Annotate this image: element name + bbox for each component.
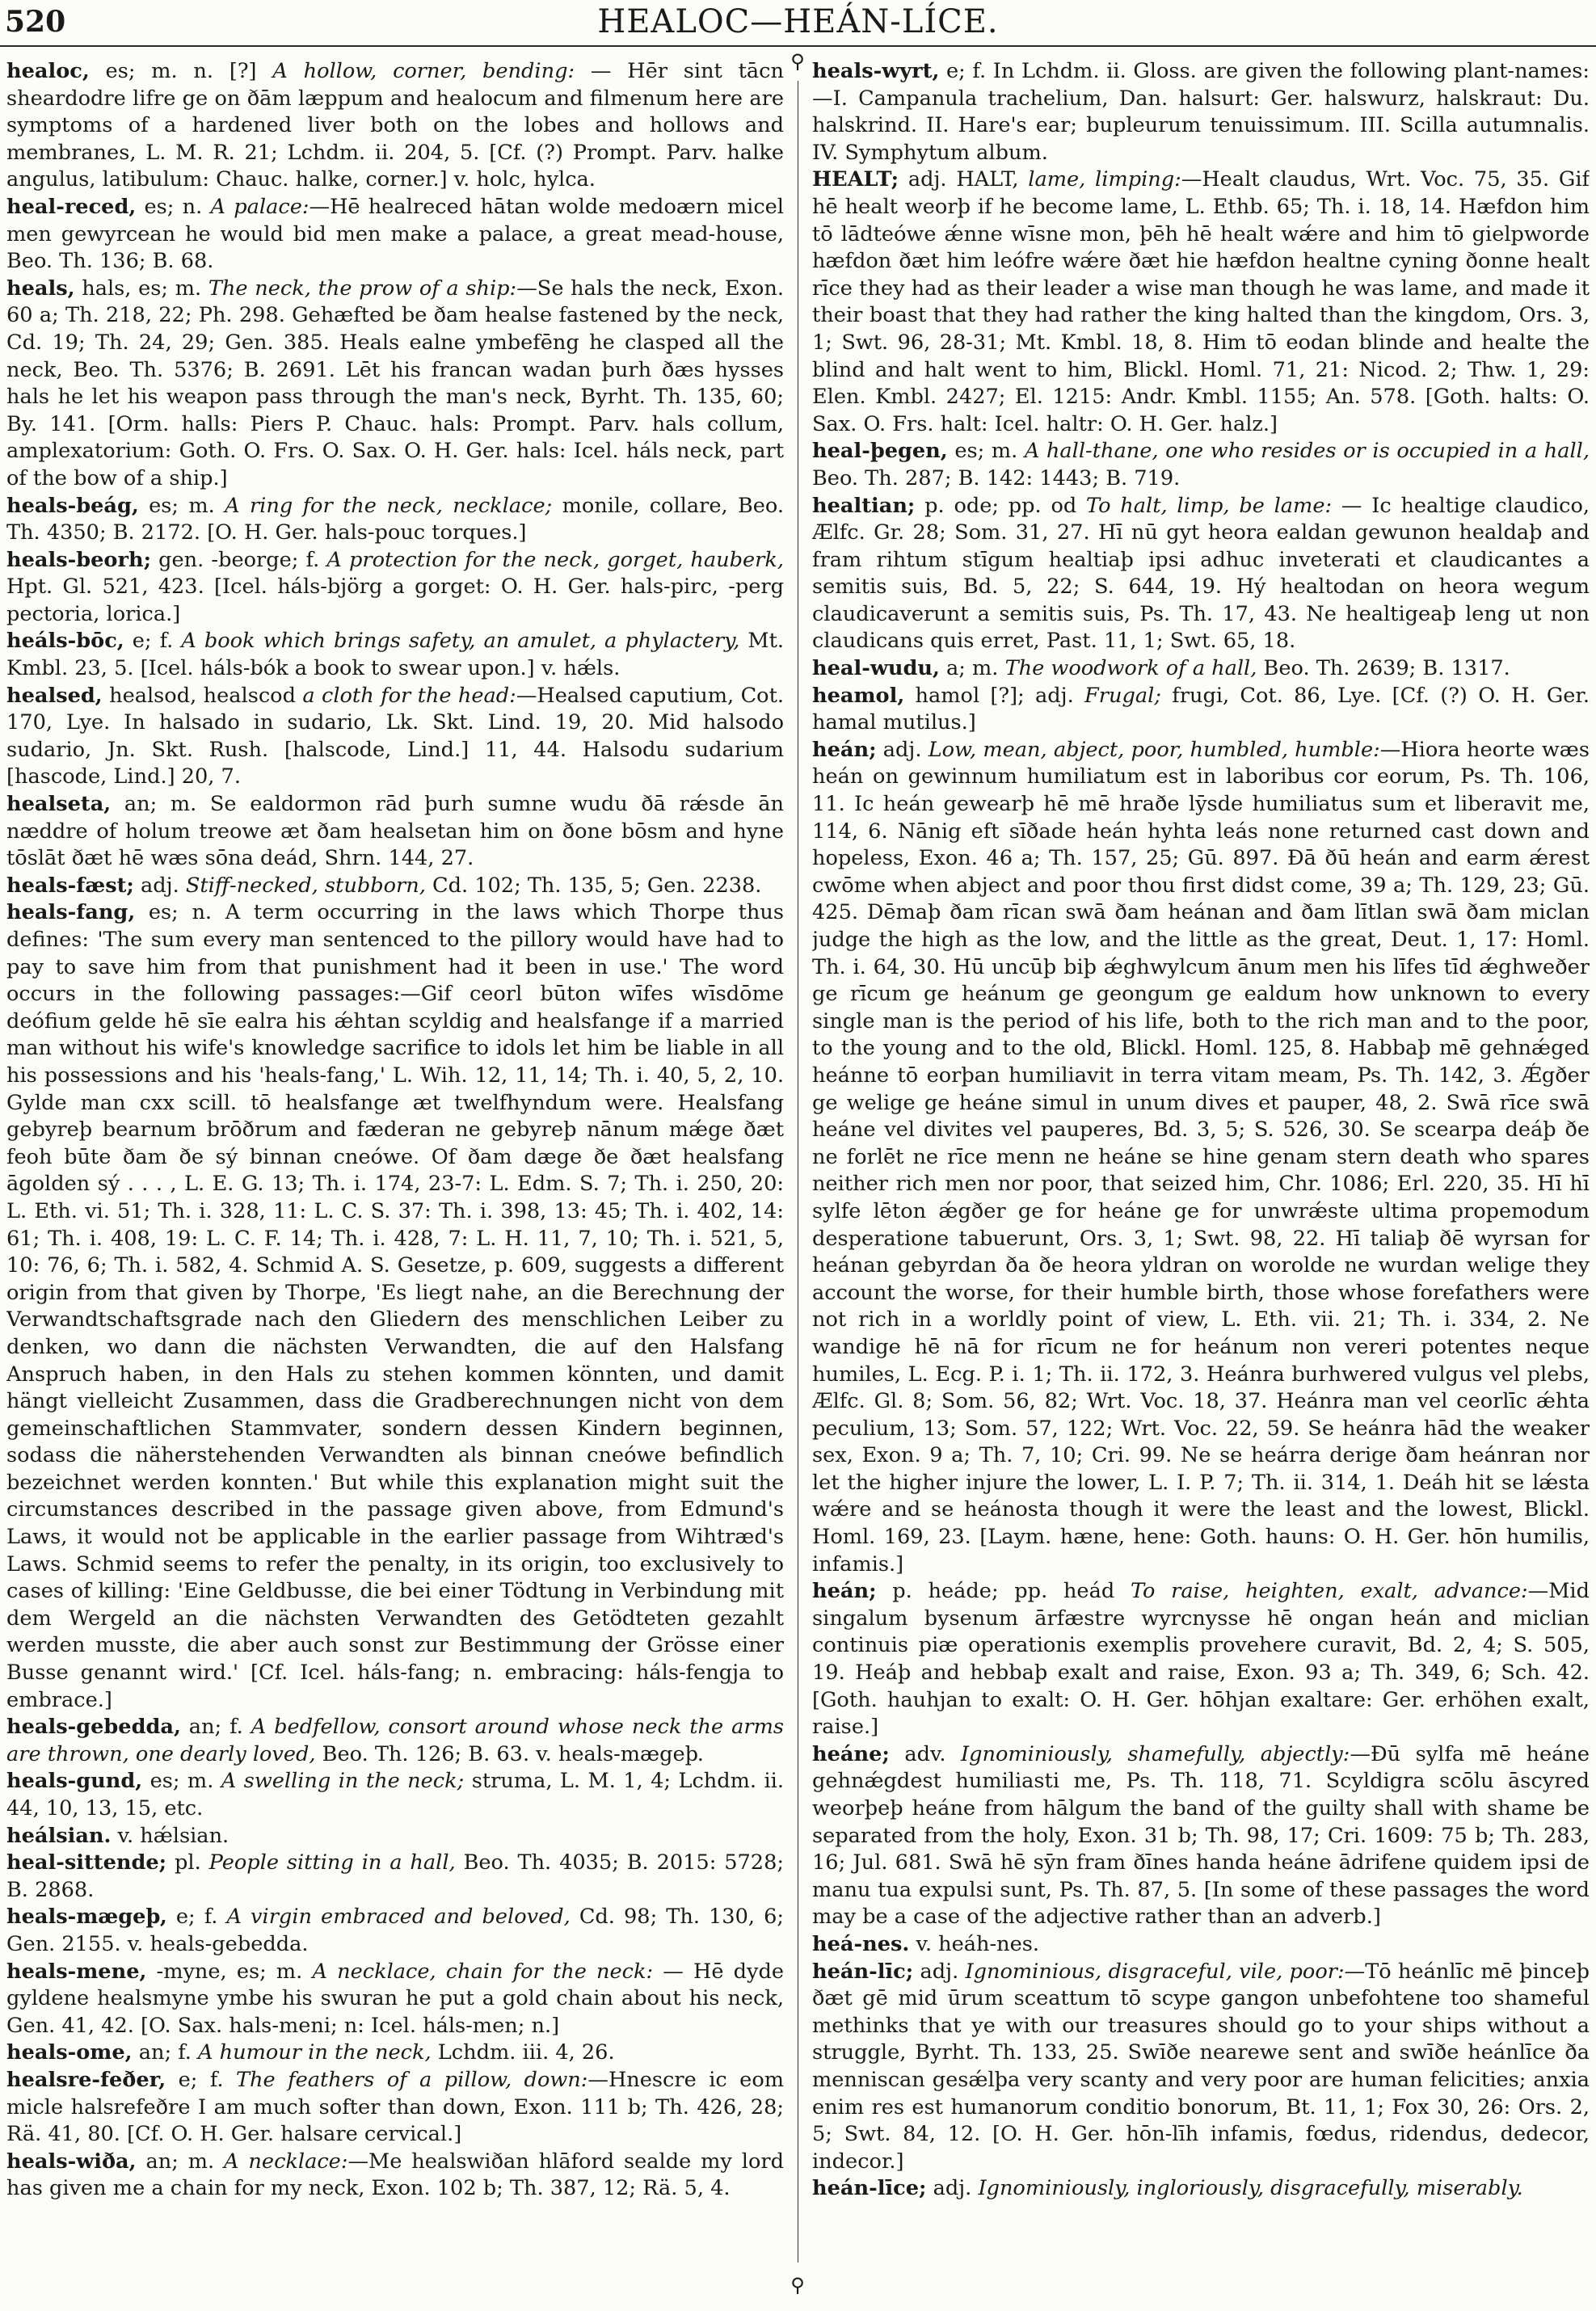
dictionary-entry	[812, 438, 1590, 492]
dictionary-entry	[6, 791, 784, 873]
entry-grammar-note: an; f.	[180, 1715, 251, 1740]
entry-definition: A necklace:	[224, 2149, 348, 2174]
entry-headword: heals-gebedda,	[6, 1715, 181, 1740]
entry-definition: A bedfellow, consort around whose neck the arms are thrown, one dearly loved,	[6, 1715, 784, 1766]
entry-headword: heal-wudu,	[812, 656, 940, 681]
entry-citations: — Hēr sint tācn sheardodre lifre ge on ðām læppum and healocum and filmenum here are symptoms of a hardened liver both on the lobes and hollows and membranes, L. M. R. 21; Lchdm. ii. 204, 5. [Cf. (?) Prompt. Parv. halke angulus, latibulum: Chauc. halke, corner.] v. holc, hylca.	[6, 59, 784, 192]
entry-citations: v. heáh-nes.	[909, 1931, 1040, 1956]
entry-definition: To halt, limp, be lame:	[1086, 493, 1333, 518]
entry-definition: A protection for the neck, gorget, hauberk,	[326, 547, 784, 572]
dictionary-entry	[812, 737, 1590, 1578]
entry-grammar-note: e; f.	[124, 629, 182, 654]
entry-headword: healtian;	[812, 493, 916, 518]
entry-definition: A hall-thane, one who resides or is occupied in a hall,	[1024, 439, 1590, 464]
entry-grammar-note: e; f.	[166, 1905, 227, 1930]
entry-grammar-note: es; m.	[138, 493, 225, 518]
entry-definition: A swelling in the neck;	[221, 1769, 465, 1794]
entry-grammar-note: an; m.	[136, 2149, 225, 2174]
entry-citations: —Healt claudus, Wrt. Voc. 75, 35. Gif hē healt weorþ if he become lame, L. Ethb. 65; Th. i. 18, 14. Hæfdon him tō lādteówe ǽnne wīsne mon, þēh hē healt wǽre and him tō gielpworde hæfdon ðæt him leófre wǽre ðæt hie hæfdon healtne cyning ðonne healt rīce they had as their leader a wise man though he was lame, and made it their boast that they had rather the king halted than the kingdom, Ors. 3, 1; Swt. 96, 28-31; Mt. Kmbl. 18, 8. Him tō eodan blinde and healte the blind and halt went to him, Blickl. Homl. 71, 21: Nicod. 2; Thw. 1, 29: Elen. Kmbl. 2427; El. 1215: Andr. Kmbl. 1155; An. 578. [Goth. halts: O. Sax. O. Frs. halt: Icel. haltr: O. H. Ger. halz.]	[812, 167, 1590, 436]
entry-citations: Hpt. Gl. 521, 423. [Icel. háls-björg a gorget: O. H. Ger. hals-pirc, -perg pectoria, lorica.]	[6, 575, 784, 626]
dictionary-entry	[812, 58, 1590, 166]
entry-headword: heálsian.	[6, 1823, 112, 1848]
entry-headword: heal-þegen,	[812, 439, 948, 464]
entry-definition: A book which brings safety, an amulet, a phylactery,	[181, 629, 740, 654]
entry-citations: Lchdm. iii. 4, 26.	[431, 2040, 615, 2065]
entry-definition: A ring for the neck, necklace;	[225, 493, 553, 518]
entry-grammar-note: -myne, es; m.	[146, 1959, 313, 1984]
entry-headword: heals-gund,	[6, 1769, 143, 1794]
entry-citations: Mt. Kmbl. 23, 5. [Icel. háls-bók a book to swear upon.] v. hǽls.	[6, 629, 784, 681]
entry-definition: A palace:	[210, 194, 310, 219]
entry-definition: People sitting in a hall,	[208, 1850, 456, 1875]
dictionary-entry	[812, 493, 1590, 656]
dictionary-entry	[812, 1931, 1590, 1959]
entry-headword: heáls-bōc,	[6, 629, 124, 654]
page-header	[0, 0, 1596, 50]
entry-citations: struma, L. M. 1, 4; Lchdm. ii. 44, 10, 13, 15, etc.	[6, 1769, 784, 1821]
page-number: 520	[5, 5, 66, 39]
entry-definition: a cloth for the head:	[302, 683, 516, 708]
entry-definition: Ignominiously, ingloriously, disgracefully, miserably.	[978, 2176, 1523, 2201]
entry-citations: —Healsed caputium, Cot. 170, Lye. In halsado in sudario, Lk. Skt. Lind. 19, 20. Mid halsodo sudario, Jn. Skt. Rush. [halscode, Lind.] 11, 44. Halsodu sudarium [hascode, Lind.] 20, 7.	[6, 683, 784, 789]
entry-headword: healsre-feðer,	[6, 2067, 166, 2092]
entry-citations: frugi, Cot. 86, Lye. [Cf. (?) O. H. Ger. hamal mutilus.]	[812, 683, 1590, 735]
dictionary-entry	[812, 655, 1590, 683]
entry-citations: Cd. 102; Th. 135, 5; Gen. 2238.	[425, 873, 762, 898]
dictionary-entry	[6, 1823, 784, 1850]
entry-definition: To raise, heighten, exalt, advance:	[1130, 1579, 1528, 1604]
entry-citations: —Ðū sylfa mē heáne gehnǽgdest humiliasti me, Ps. Th. 118, 71. Scyldigra scōlu āscyred weorþeþ heáne from hālgum the band of the guilty shall with shame be separated from the holy, Exon. 31 b; Th. 98, 17; Cri. 1609: 75 b; Th. 283, 16; Jul. 681. Swā hē sȳn fram ðīnes handa heáne ādrifene quidem ipsi de manu tua expulsi sunt, Ps. Th. 87, 5. [In some of these passages the word may be a case of the adjective rather than an adverb.]	[812, 1741, 1590, 1930]
dictionary-entry	[812, 1741, 1590, 1931]
dictionary-entry	[812, 1959, 1590, 2176]
entry-citations: — Ic healtige claudico, Ælfc. Gr. 28; Som. 31, 27. Hī nū gyt heora ealdan gewunon healdaþ and fram rihtum stīgum healtiaþ ipsi adhuc inveterati et claudicantes a semitis suis, Bd. 5, 22; S. 644, 19. Hý healtodan on heora wegum claudicaverunt a semitis suis, Ps. Th. 17, 43. Ne healtigeaþ leng ut non claudicans quis erret, Past. 11, 1; Swt. 65, 18.	[812, 493, 1590, 654]
entry-definition: lame, limping:	[1028, 167, 1181, 192]
entry-headword: heáne;	[812, 1741, 890, 1766]
entry-citations: monile, collare, Beo. Th. 4350; B. 2172. [O. H. Ger. hals-pouc torques.]	[6, 493, 784, 545]
entry-headword: heals-beág,	[6, 493, 139, 518]
entry-definition: Stiff-necked, stubborn,	[185, 873, 426, 898]
entry-definition: Frugal;	[1084, 683, 1161, 708]
entry-grammar-note: adv.	[889, 1741, 962, 1766]
entry-headword: heá-nes.	[812, 1931, 910, 1956]
dictionary-entry	[6, 1959, 784, 2040]
entry-grammar-note: adj.	[876, 737, 929, 762]
entry-citations: —Hē healreced hātan wolde medoærn micel men gewyrcean he would bid men make a palace, a great mead-house, Beo. Th. 136; B. 68.	[6, 194, 784, 274]
dictionary-entry	[6, 628, 784, 682]
dictionary-entry	[6, 1904, 784, 1958]
left-column	[6, 58, 784, 2296]
right-column	[812, 58, 1590, 2296]
running-title: HEALOC—HEÁN-LÍCE.	[597, 3, 999, 40]
entry-definition: A humour in the neck,	[198, 2040, 432, 2065]
entry-headword: heals,	[6, 276, 75, 301]
entry-headword: healseta,	[6, 792, 112, 817]
column-ornament-top-icon: ⚲	[790, 50, 805, 73]
header-rule	[0, 45, 1596, 47]
entry-grammar-note: an; f.	[132, 2040, 199, 2065]
dictionary-entry	[812, 2175, 1590, 2203]
entry-definition: The neck, the prow of a ship:	[208, 276, 517, 301]
entry-headword: heán;	[812, 1579, 877, 1604]
entry-grammar-note: es; n.	[136, 194, 211, 219]
entry-definition: A virgin embraced and beloved,	[226, 1905, 571, 1930]
entry-citations: Beo. Th. 4035; B. 2015: 5728; B. 2868.	[6, 1850, 784, 1902]
entry-citations: —Hiora heorte wæs heán on gewinnum humiliatum est in laboribus cor eorum, Ps. Th. 106, 11. Ic heán gewearþ hē mē hraðe lȳsde humiliatus sum et liberavit me, 114, 6. Nānig eft sīðade heán hyhta leás none returned cast down and hopeless, Exon. 46 a; Th. 157, 25; Gū. 897. Ðā ðū heán and earm ǽrest cwōme when abject and poor thou first didst come, 39 a; Th. 129, 23; Gū. 425. Dēmaþ ðam rīcan swā ðam heánan and ðam lītlan swā ðam miclan judge the high as the low, and the little as the great, Deut. 1, 17: Homl. Th. i. 64, 30. Hū uncūþ biþ ǽghwylcum ānum men his līfes tīd ǽghweðer ge rīcum ge heánum ge geongum ge ealdum how unknown to every single man is the period of his life, both to the rich man and to the poor, to the young and to the old, Blickl. Homl. 125, 8. Habbaþ mē gehnǽged heánne tō eorþan humiliavit in terra vitam meam, Ps. Th. 142, 3. Ǽgðer ge welige ge heáne simul in unum dives et pauper, 48, 2. Swā rīce swā heáne vel divites vel pauperes, Bd. 3, 5; S. 526, 30. Se scearpa deáþ ðe ne forlēt ne rīce menn ne heáne se hine genam stern death who spares neither rich men nor poor, that seized him, Chr. 1086; Erl. 220, 35. Hī hī sylfe lēton ǽgðer ge for heáne ge for unwrǽste ultima propemodum desperatione tabuerunt, Ors. 3, 1; Swt. 98, 22. Hī taliaþ ðē wyrsan for heánan gebyrdan ða ðe heora yldran on worolde ne wurdan welige they account the worse, for their humble birth, those whose forefathers were not rich in a worldly point of view, L. Eth. vii. 21; Th. i. 334, 2. Ne wandige hē nā for rīcum ne for heánum non vereri potentes neque humiles, L. Ecg. P. i. 1; Th. ii. 172, 3. Heánra burhwered vulgus vel plebs, Ælfc. Gl. 8; Som. 56, 82; Wrt. Voc. 18, 37. Heánra man vel ceorlīc ǽhta peculium, 13; Som. 57, 122; Wrt. Voc. 22, 59. Se heánra hād the weaker sex, Exon. 9 a; Th. 7, 10; Cri. 99. Ne se heárra derige ðam heánran nor let the higher injure the lower, L. I. P. 7; Th. ii. 314, 1. Deáh hit se lǽsta wǽre and se heánosta though it were the least and the lowest, Blickl. Homl. 169, 23. [Laym. hæne, hene: Goth. hauns: O. H. Ger. hōn humilis, infamis.]	[812, 737, 1590, 1576]
entry-grammar-note: an; m.	[111, 792, 210, 817]
dictionary-entry	[6, 2149, 784, 2203]
entry-citations: Se ealdormon rād þurh sumne wudu ðā rǽsde ān næddre of holum treowe æt ðam healsetan him on ðone bōsm and hyne tōslāt ðæt hē wæs sōna deád, Shrn. 144, 27.	[6, 792, 784, 871]
entry-citations: A term occurring in the laws which Thorpe thus defines: 'The sum every man sentenced to the pillory would have had to pay to save him from that punishment had it been in use.' The word occurs in the following passages:—Gif ceorl būton wīfes wīsdōme deófium gelde hē sīe ealra his ǽhtan scyldig and healsfange if a married man without his wife's knowledge sacrifice to idols let him be liable in all his possessions and his 'heals-fang,' L. Wih. 12, 11, 14; Th. i. 40, 5, 2, 10. Gylde man cxx scill. tō healsfange æt twelfhyndum were. Healsfang gebyreþ bearnum brōðrum and fæderan ne gebyreþ nānum mǽge ðæt feoh būte ðam ðe sý binnan cneówe. Of ðam dæge ðe ðæt healsfang āgolden sý . . . , L. E. G. 13; Th. i. 174, 23-7: L. Edm. S. 7; Th. i. 250, 20: L. Eth. vi. 51; Th. i. 328, 11: L. C. S. 37: Th. i. 398, 13: 45; Th. i. 402, 14: 61; Th. i. 408, 19: L. C. F. 14; Th. i. 428, 7: L. H. 11, 7, 10; Th. i. 521, 5, 10: 76, 6; Th. i. 582, 4. Schmid A. S. Gesetze, p. 609, suggests a different origin from that given by Thorpe, 'Es liegt nahe, an die Berechnung der Verwandtschaftsgrade nach den Gliedern des menschlichen Leiber zu denken, wo dann die nächsten Verwandten, die auf den Halsfang Anspruch haben, in den Hals zu stehen kommen könnten, und damit hängt vielleicht Zusammen, dass die Gradberechnungen nicht von dem gemeinschaftlichen Stammvater, sondern dessen Kindern beginnen, sodass die näherstehenden Verwandten als binnan cneówe befindlich bezeichnet werden konnten.' But while this explanation might suit the circumstances described in the passage given above, from Edmund's Laws, it would not be applicable in the earlier passage from Wihtræd's Laws. Schmid seems to refer the penalty, in its origin, too exclusively to cases of killing: 'Eine Geldbusse, die bei einer Tödtung in Verbindung mit dem Wergeld an die nächsten Verwandten des Getödteten gezahlt werden musste, die aber auch sonst zur Bestimmung der Grösse einer Busse genannt wird.' [Cf. Icel. háls-fang; n. embracing: háls-fengja to embrace.]	[6, 900, 784, 1712]
entry-citations: In Lchdm. ii. Gloss. are given the following plant-names:—I. Campanula trachelium, Dan. halsurt: Ger. halswurz, halskraut: Du. halskrind. II. Hare's ear; bupleurum tenuissimum. III. Scilla autumnalis. IV. Symphytum album.	[812, 59, 1590, 165]
column-ornament-bottom-icon: ⚲	[790, 2274, 805, 2296]
entry-citations: Beo. Th. 287; B. 142: 1443; B. 719.	[812, 465, 1181, 490]
entry-grammar-note: es; m.	[947, 439, 1025, 464]
dictionary-entry	[6, 1850, 784, 1904]
entry-definition: Low, mean, abject, poor, humbled, humble:	[928, 737, 1380, 762]
dictionary-entry	[6, 58, 784, 194]
entry-definition: A necklace, chain for the neck:	[312, 1959, 654, 1984]
entry-grammar-note: e; f.	[939, 59, 993, 83]
dictionary-entry	[6, 276, 784, 493]
entry-definition: A hollow, corner, bending:	[272, 59, 575, 83]
dictionary-entry	[812, 1578, 1590, 1741]
dictionary-entry	[6, 873, 784, 900]
dictionary-entry	[812, 683, 1590, 737]
entry-citations: —Me healswiðan hlāford sealde my lord has given me a chain for my neck, Exon. 102 b; Th. 387, 12; Rä. 5, 4.	[6, 2149, 784, 2201]
entry-headword: heals-ome,	[6, 2040, 133, 2065]
dictionary-entry	[6, 2067, 784, 2149]
entry-headword: healsed,	[6, 683, 103, 708]
entry-headword: heán-līce;	[812, 2176, 927, 2201]
dictionary-entry	[6, 2039, 784, 2067]
entry-headword: healoc,	[6, 59, 90, 83]
entry-grammar-note: es; n.	[135, 900, 225, 925]
entry-headword: heal-reced,	[6, 194, 137, 219]
entry-grammar-note: es; m.	[142, 1769, 221, 1794]
entry-grammar-note: p. ode; pp. od	[915, 493, 1087, 518]
entry-headword: heals-wiða,	[6, 2149, 137, 2174]
entry-definition: The woodwork of a hall,	[1004, 656, 1257, 681]
entry-headword: heamol,	[812, 683, 905, 708]
entry-headword: heán-līc;	[812, 1959, 914, 1984]
entry-grammar-note: p. heáde; pp. heád	[876, 1579, 1131, 1604]
dictionary-entry	[6, 899, 784, 1714]
dictionary-entry	[6, 1714, 784, 1768]
entry-grammar-note: pl.	[166, 1850, 209, 1875]
dictionary-entry	[6, 194, 784, 276]
entry-headword: heals-wyrt,	[812, 59, 940, 83]
entry-headword: HEALT;	[812, 167, 899, 192]
entry-headword: heals-fang,	[6, 900, 136, 925]
entry-definition: Ignominiously, shamefully, abjectly:	[961, 1741, 1350, 1766]
entry-grammar-note: adj.	[926, 2176, 979, 2201]
entry-grammar-note: a; m.	[939, 656, 1005, 681]
entry-grammar-note: es; m. n. [?]	[89, 59, 273, 83]
entry-headword: heal-sittende;	[6, 1850, 167, 1875]
entry-citations: Beo. Th. 2639; B. 1317.	[1257, 656, 1510, 681]
entry-grammar-note: e; f.	[166, 2067, 236, 2092]
entry-headword: heals-fæst;	[6, 873, 134, 898]
entry-headword: heals-mene,	[6, 1959, 147, 1984]
entry-grammar-note: healsod, healscod	[102, 683, 303, 708]
entry-grammar-note: adj.	[913, 1959, 966, 1984]
dictionary-entry	[6, 493, 784, 547]
entry-grammar-note: gen. -beorge; f.	[151, 547, 327, 572]
entry-grammar-note: hals, es; m.	[74, 276, 208, 301]
entry-citations: —Hnescre ic eom micle halsrefeðre I am much softer than down, Exon. 111 b; Th. 426, 28; Rä. 41, 80. [Cf. O. H. Ger. halsare cervical.]	[6, 2067, 784, 2147]
dictionary-entry	[6, 683, 784, 791]
entry-headword: heán;	[812, 737, 877, 762]
entry-citations: Cd. 98; Th. 130, 6; Gen. 2155. v. heals-gebedda.	[6, 1905, 784, 1956]
entry-grammar-note: adj.	[133, 873, 186, 898]
dictionary-entry	[6, 547, 784, 629]
entry-citations: —Mid singalum bysenum ārfæstre wyrcnysse hē ongan heán and miclian continuis piæ operationis exemplis provehere curavit, Bd. 2, 4; S. 505, 19. Heáþ and hebbaþ exalt and raise, Exon. 93 a; Th. 349, 6; Sch. 42. [Goth. hauhjan to exalt: O. H. Ger. hōhjan exaltare: Ger. erhöhen exalt, raise.]	[812, 1579, 1590, 1740]
dictionary-entry	[6, 1768, 784, 1822]
entry-definition: The feathers of a pillow, down:	[235, 2067, 588, 2092]
entry-grammar-note: hamol [?]; adj.	[904, 683, 1085, 708]
entry-citations: —Se hals the neck, Exon. 60 a; Th. 218, 22; Ph. 298. Gehæfted be ðam healse fastened by the neck, Cd. 19; Th. 24, 29; Gen. 385. Heals ealne ymbefēng he clasped all the neck, Beo. Th. 5376; B. 2691. Lēt his francan wadan þurh ðæs hysses hals he let his weapon pass through the man's neck, Byrht. Th. 135, 60; By. 141. [Orm. halls: Piers P. Chauc. hals: Prompt. Parv. hals collum, amplexatorium: Goth. O. Frs. O. Sax. O. H. Ger. hals: Icel. háls neck, part of the bow of a ship.]	[6, 276, 784, 490]
entry-headword: heals-beorh;	[6, 547, 152, 572]
entry-grammar-note: adj. HALT,	[899, 167, 1029, 192]
entry-citations: Beo. Th. 126; B. 63. v. heals-mægeþ.	[315, 1741, 704, 1766]
entry-headword: heals-mægeþ,	[6, 1905, 167, 1930]
entry-citations: — Hē dyde gyldene healsmyne ymbe his swuran he put a gold chain about his neck, Gen. 41, 42. [O. Sax. hals-meni; n: Icel. háls-men; n.]	[6, 1959, 784, 2038]
entry-citations: —Tō heánlīc mē þinceþ ðæt gē mid ūrum sceattum tō scype gangon unbefohtene too shameful methinks that ye with our treasures should go to your ships without a struggle, Byrht. Th. 133, 25. Swīðe nearewe sent and swīðe heánlīce ða menniscan gesǽlþa very scanty and very poor are human felicities; anxia enim res est humanorum conditio bonorum, Bt. 11, 1; Fox 30, 26: Ors. 2, 5; Swt. 84, 12. [O. H. Ger. hōn-līh infamis, fœdus, ridendus, dedecor, indecor.]	[812, 1959, 1590, 2174]
dictionary-entry	[812, 166, 1590, 438]
entry-definition: Ignominious, disgraceful, vile, poor:	[965, 1959, 1345, 1984]
entry-citations: v. hǽlsian.	[111, 1823, 230, 1848]
